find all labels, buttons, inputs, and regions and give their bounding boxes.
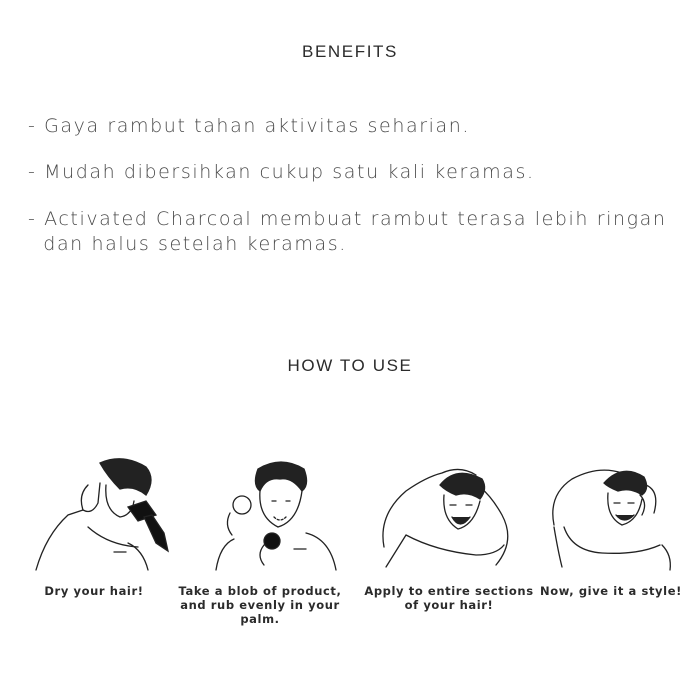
style-hair-illustration [532,455,700,575]
product-jar-illustration [196,455,366,575]
step-caption: Take a blob of product, and rub evenly in your palm. [178,584,342,626]
benefit-item: - Gaya rambut tahan aktivitas seharian. [28,115,471,137]
apply-hair-illustration [366,455,536,575]
hair-dryer-illustration [18,455,188,575]
how-to-use-heading: HOW TO USE [287,356,413,375]
step-caption: Apply to entire sections of your hair! [364,584,534,612]
step-caption: Dry your hair! [44,584,144,598]
benefit-item: - Mudah dibersihkan cukup satu kali keramas. [28,161,535,183]
benefit-item: - Activated Charcoal membuat rambut terasa lebih ringan dan halus setelah keramas. [28,208,667,255]
step-caption: Now, give it a style! [540,584,682,598]
benefits-heading: BENEFITS [302,42,398,61]
